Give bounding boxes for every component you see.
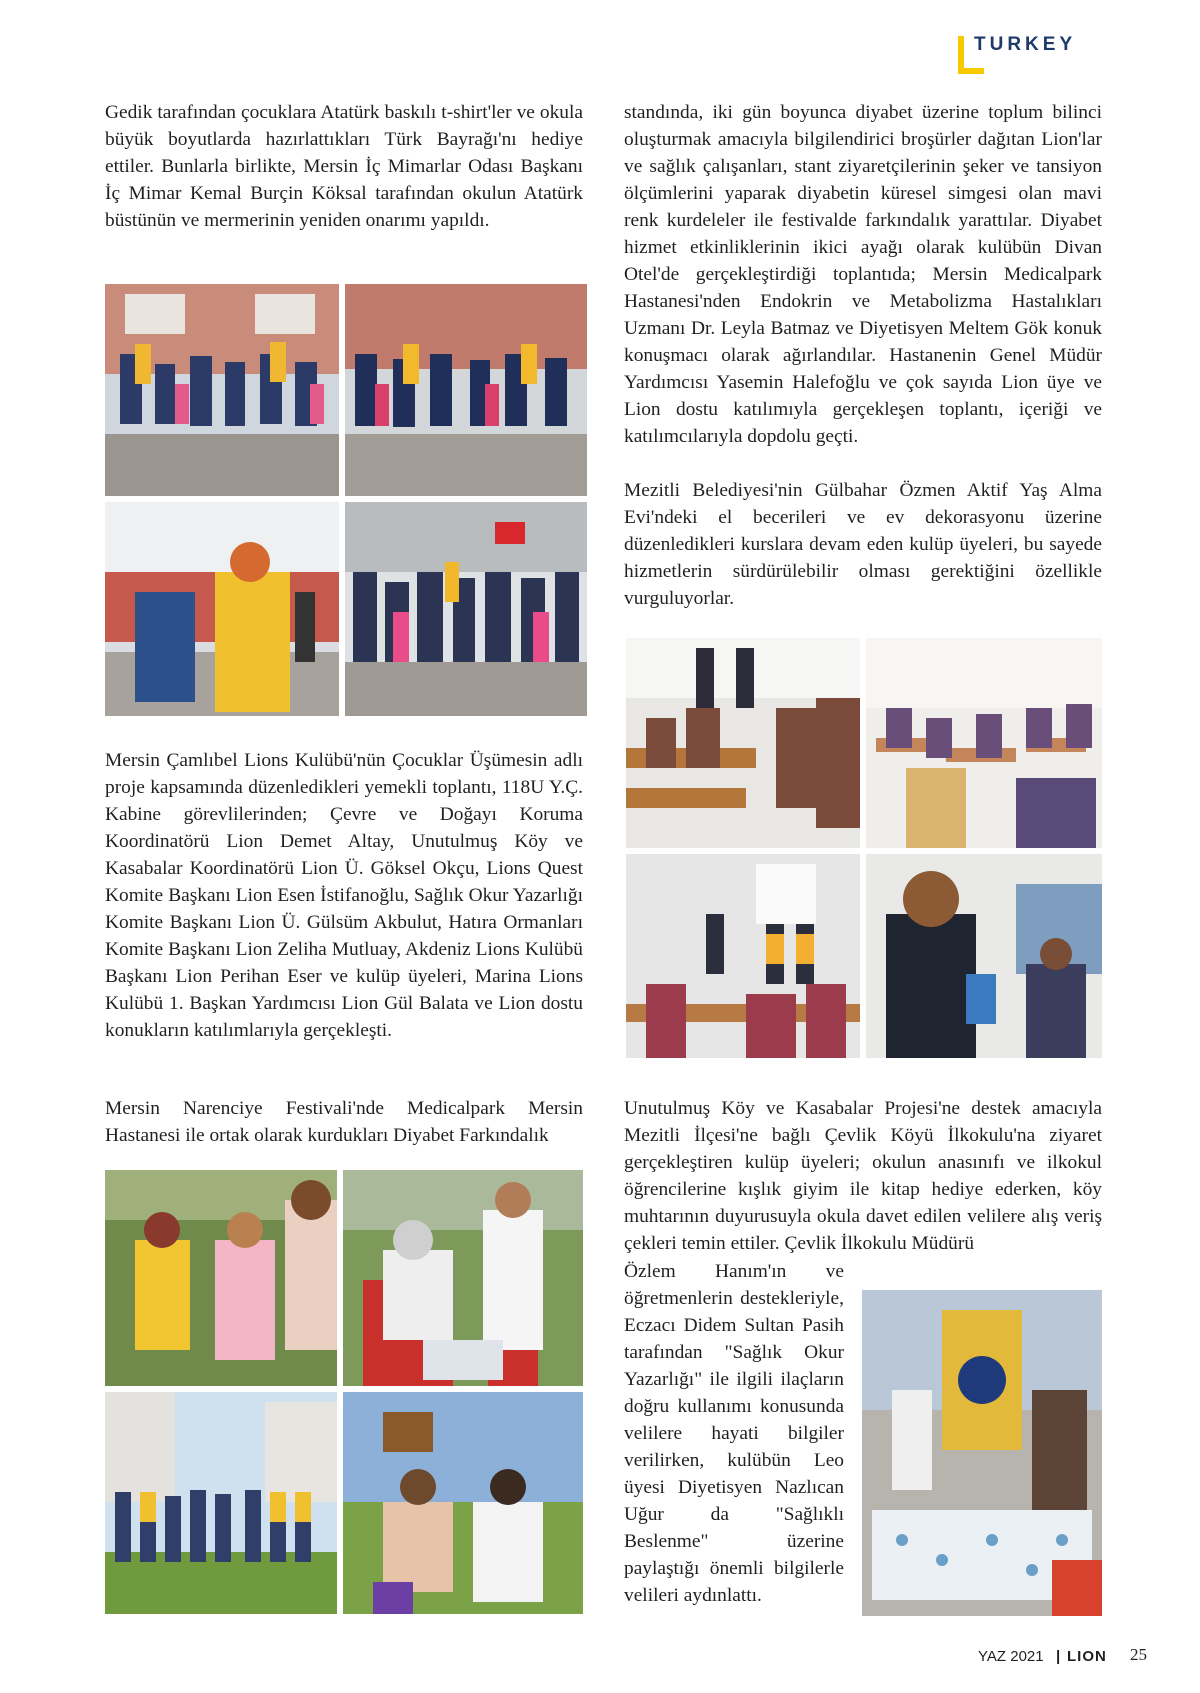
right-paragraph-4: Özlem Hanım'ın ve öğretmenlerin destekleriyle, Eczacı Didem Sultan Pasih tarafından "Sağlık Okur Yazarlığı" ile ilgili ilaçların doğru kullanımı konusunda velilere hayati bilgiler verilirken, kulübün Leo üyesi Diyetisyen Nazlıcan Uğur da "Sağlıklı Beslenme" üzerine paylaştığı önemli bilgilerle velileri aydınlattı. xyxy=(624,1261,844,1606)
right-paragraph-2: Mezitli Belediyesi'nin Gülbahar Özmen Aktif Yaş Alma Evi'ndeki el becerileri ve ev dekorasyonu üzerine düzenledikleri kurslara devam eden kulüp üyeleri, bu sayede hizmetlerin sürdürülebilir olması gerektiğini özellikle vurguluyorlar. xyxy=(624,480,1102,609)
right-paragraph-3: Unutulmuş Köy ve Kasabalar Projesi'ne destek amacıyla Mezitli İlçesi'ne bağlı Çevlik Köyü İlkokulu'na ziyaret gerçekleştiren kulüp üyeleri; okulun anasınıfı ve ilkokul öğrencilerine kışlık giyim ile kitap hediye ederken, köy muhtarının duyurusuyla okula davet edilen velilere alış veriş çekleri temin ettiler. Çevlik İlkokulu Müdürü xyxy=(624,1098,1102,1254)
photo-course-speakers xyxy=(866,854,1102,1058)
photo-festival-check xyxy=(343,1392,583,1614)
photo-school-tshirt xyxy=(105,502,339,716)
photo-course-class-3 xyxy=(626,854,860,1058)
photo-festival-stand xyxy=(105,1170,337,1386)
magazine-name: LION xyxy=(1067,1648,1107,1665)
photo-school-group-1 xyxy=(105,284,339,496)
photo-village-school-stand xyxy=(862,1290,1102,1616)
right-paragraph-1: standında, iki gün boyunca diyabet üzerine toplum bilinci oluşturmak amacıyla bilgilendirici broşürler dağıtan Lion'lar ve sağlık çalışanları, stant ziyaretçilerinin şeker ve tansiyon ölçümlerini yaparak diyabetin küresel simgesi olan mavi renk kurdeleler ile festivalde farkındalık yarattılar. Diyabet hizmet etkinliklerinin ikici ayağı olarak kulübün Divan Otel'de gerçekleştirdiği toplantıda; Mersin Medicalpark Hastanesi'nden Endokrin ve Metabolizma Hastalıkları Uzmanı Dr. Leyla Batmaz ve Diyetisyen Meltem Gök konuk konuşmacı olarak ağırlandılar. Hastanenin Genel Müdür Yardımcısı Yasemin Halefoğlu ve çok sayıda Lion üye ve Lion dostu katılımıyla gerçekleşen toplantı, içeriği ve katılımcılarıyla dopdolu geçti. xyxy=(624,102,1102,447)
left-paragraph-1: Gedik tarafından çocuklara Atatürk baskılı t-shirt'ler ve okula büyük boyutlarda hazırlattıkları Türk Bayrağı'nı hediye ettiler. Bunlarla birlikte, Mersin İç Mimarlar Odası Başkanı İç Mimar Kemal Burçin Köksal tarafından okulun Atatürk büstünün ve mermerinin yeniden onarımı yapıldı. xyxy=(105,102,583,231)
photo-school-group-2 xyxy=(345,284,587,496)
section-logo: TURKEY xyxy=(974,34,1077,55)
left-paragraph-2: Mersin Çamlıbel Lions Kulübü'nün Çocuklar Üşümesin adlı proje kapsamında düzenledikleri yemekli toplantı, 118U Y.Ç. Kabine görevlilerinden; Çevre ve Doğayı Koruma Koordinatörü Lion Demet Altay, Unutulmuş Köy ve Kasabalar Koordinatörü Lion Ü. Göksel Okçu, Lions Quest Komite Başkanı Lion Esen İstifanoğlu, Sağlık Okur Yazarlığı Komite Başkanı Lion Ü. Gülsüm Akbulut, Hatıra Ormanları Komite Başkanı Lion Zeliha Mutluay, Akdeniz Lions Kulübü Başkanı Lion Perihan Eser ve kulüp üyeleri, Marina Lions Kulübü 1. Başkan Yardımcısı Lion Gül Balata ve Lion dostu konukların katılımlarıyla gerçekleşti. xyxy=(105,750,583,1041)
photo-course-class-1 xyxy=(626,638,860,848)
logo-mark-foot xyxy=(958,68,984,74)
photo-festival-group xyxy=(105,1392,337,1614)
issue-label: YAZ 2021 xyxy=(978,1648,1044,1665)
photo-festival-measurement xyxy=(343,1170,583,1386)
footer-separator: | xyxy=(1056,1648,1061,1665)
photo-course-class-2 xyxy=(866,638,1102,848)
page-number: 25 xyxy=(1130,1645,1147,1664)
left-paragraph-3: Mersin Narenciye Festivali'nde Medicalpark Mersin Hastanesi ile ortak olarak kurdukları Diyabet Farkındalık xyxy=(105,1098,583,1146)
photo-school-group-3 xyxy=(345,502,587,716)
